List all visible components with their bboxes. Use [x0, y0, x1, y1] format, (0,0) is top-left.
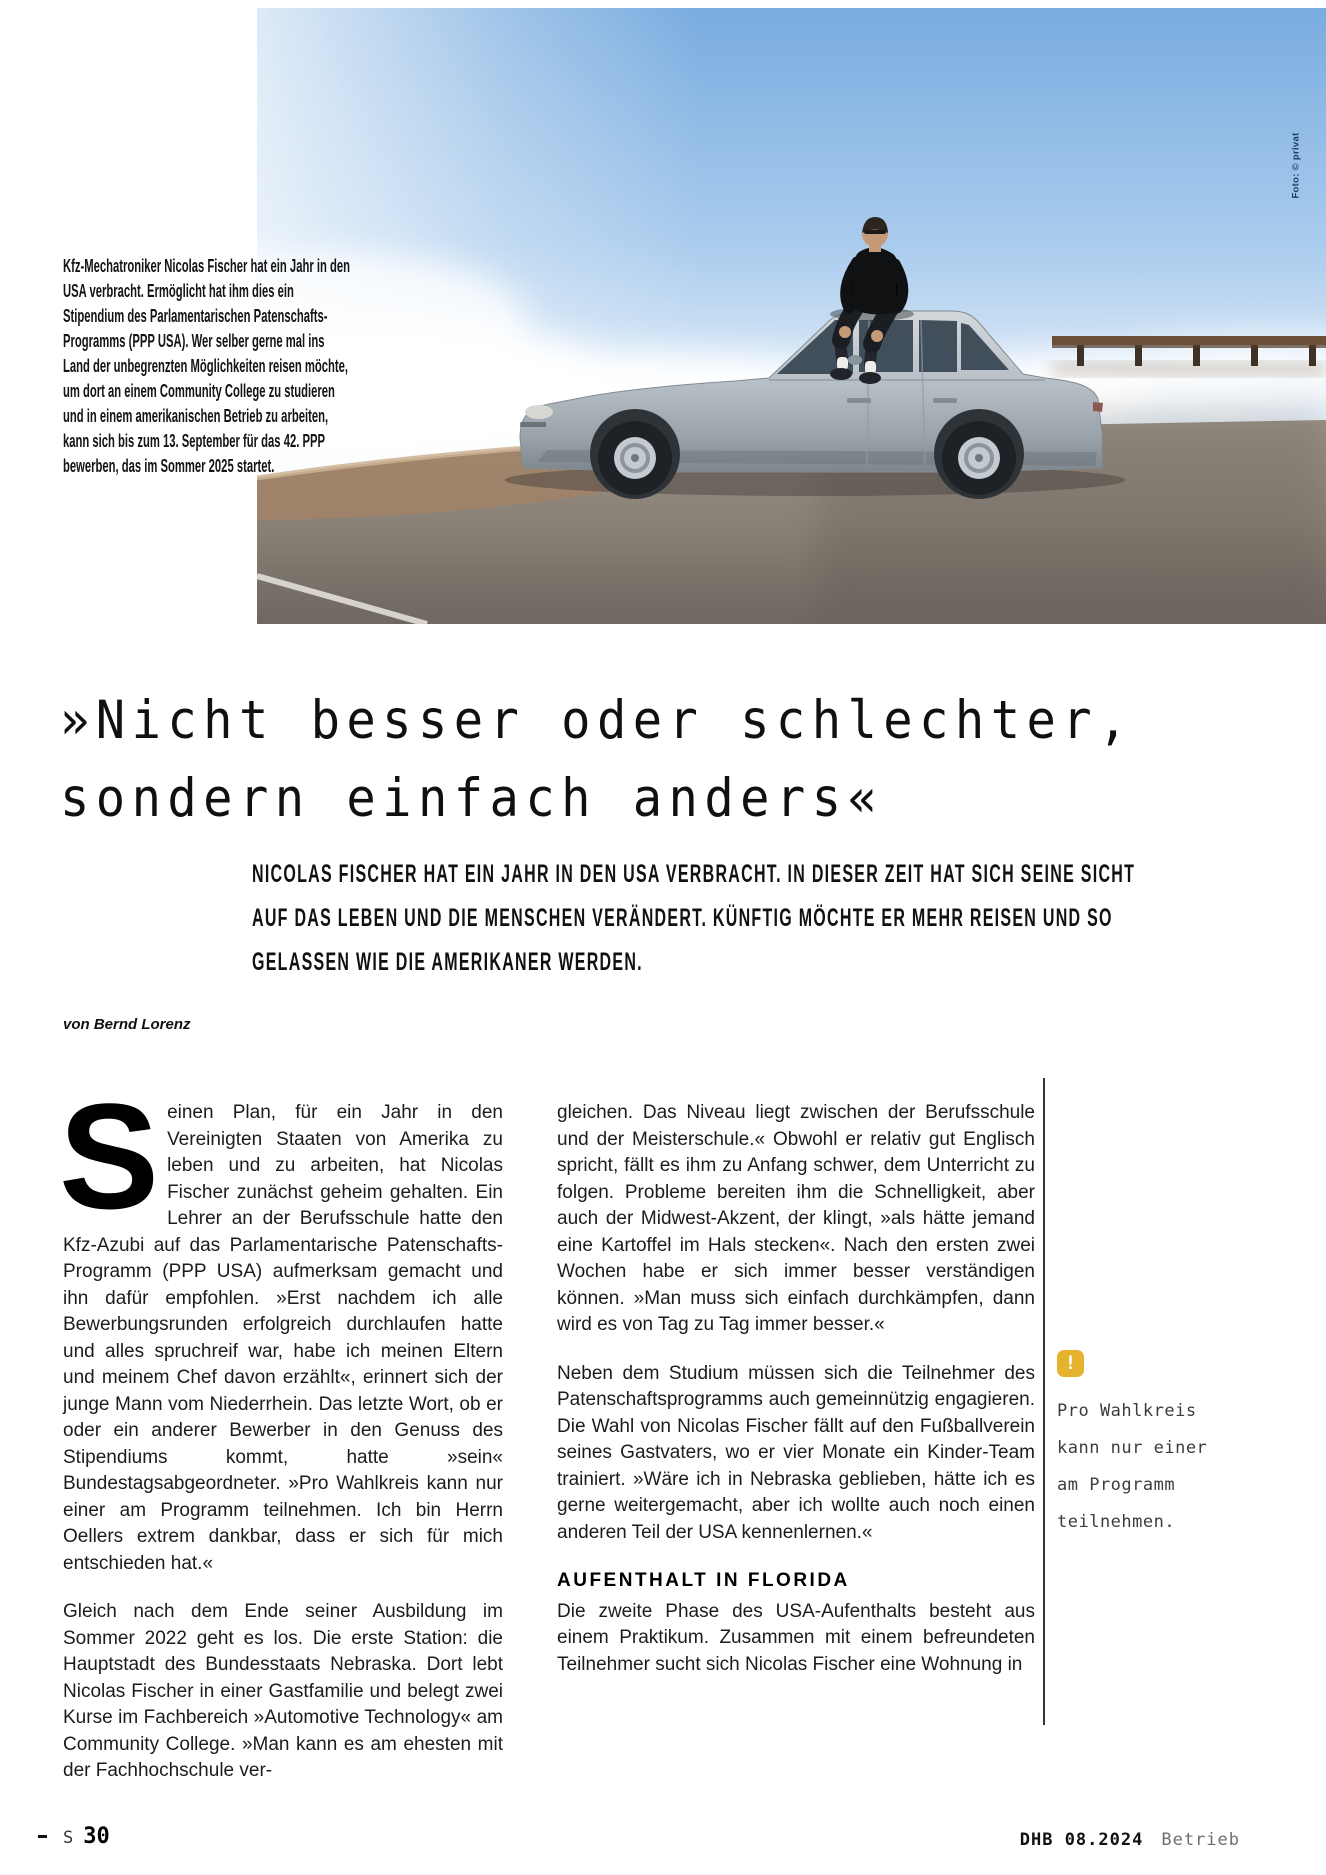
paragraph: Neben dem Studium müssen sich die Teilnehmer des Patenschaftsprogramms auch gemeinnützig engagieren. Die Wahl von Nicolas Fischer fällt auf den Fußballverein seines Gastvaters, wo er vier Monate ein Kinder-Team trainiert. »Wäre ich in Nebraska geblieben, hätte ich es gerne weitergemacht, aber ich wollte auch noch einen anderen Teil der USA kennenlernen.«	[557, 1362, 1035, 1543]
exclamation-icon	[1057, 1350, 1084, 1377]
byline: von Bernd Lorenz	[63, 1016, 191, 1033]
page-number: 30	[83, 1824, 110, 1849]
page-prefix: S	[63, 1828, 75, 1848]
body-column-2	[557, 1100, 1035, 1700]
section-subhead: AUFENTHALT IN FLORIDA	[557, 1570, 850, 1591]
hero-photo-illustration	[257, 8, 1326, 624]
margin-note-text: Pro Wahlkreis kann nur einer am Programm teilnehmen.	[1057, 1401, 1208, 1532]
margin-note	[1057, 1350, 1237, 1541]
paragraph: Die zweite Phase des USA-Aufenthalts besteht aus einem Praktikum. Zusammen mit einem befreundeten Teilnehmer sucht sich Nicolas Fischer eine Wohnung in	[557, 1600, 1035, 1675]
photo-caption: Kfz-Mechatroniker Nicolas Fischer hat ein Jahr in den USA verbracht. Ermöglicht hat ihm dies ein Stipendium des Parlamentarischen Patenschafts-Programms (PPP USA). Wer selber gerne mal ins Land der unbegrenzten Möglichkeiten reisen möchte, um dort an einem Community College zu studieren und in einem amerikanischen Betrieb zu arbeiten, kann sich bis zum 13. September für das 42. PPP bewerben, das im Sommer 2025 startet.	[63, 256, 350, 476]
dropcap: S	[59, 1072, 154, 1240]
photo-credit: Foto: © privat	[1290, 132, 1302, 199]
headline-line-1: »Nicht besser oder schlechter,	[60, 690, 1134, 751]
body-column-1	[59, 1072, 503, 1807]
paragraph: Gleich nach dem Ende seiner Ausbildung im Sommer 2022 geht es los. Die erste Station: die Hauptstadt des Bundesstaats Nebraska. Dort lebt Nicolas Fischer in einer Gastfamilie und belegt zwei Kurse im Fachbereich »Automotive Technology« am Community College. »Man kann es am ehesten mit der Fachhochschule ver-	[63, 1601, 503, 1781]
section-label: Betrieb	[1161, 1830, 1240, 1850]
footer-tick-mark	[38, 1835, 47, 1838]
column-rule	[1043, 1078, 1045, 1725]
footer-page-number	[38, 1824, 110, 1849]
paragraph: gleichen. Das Niveau liegt zwischen der Berufsschule und der Meisterschule.« Obwohl er relativ gut Englisch spricht, fällt es ihm zu Anfang schwer, dem Unterricht zu folgen. Probleme bereiten ihm die Schnelligkeit, aber auch der Midwest-Akzent, der klingt, »als hätte jemand eine Kartoffel im Hals stecken«. Nach den ersten zwei Wochen habe er sich immer besser verständigen können. »Man muss sich einfach durchkämpfen, dann wird es von Tag zu Tag immer besser.«	[557, 1102, 1035, 1335]
issue-label: DHB 08.2024	[1019, 1830, 1144, 1850]
headline	[60, 682, 1210, 838]
exclamation-glyph: !	[1064, 1352, 1077, 1374]
standfirst: NICOLAS FISCHER HAT EIN JAHR IN DEN USA VERBRACHT. IN DIESER ZEIT HAT SICH SEINE SICHT AUF DAS LEBEN UND DIE MENSCHEN VERÄNDERT. KÜNFTIG MÖCHTE ER MEHR REISEN UND SO GELASSEN WIE DIE AMERIKANER WERDEN.	[252, 860, 1136, 976]
hero-photo	[257, 8, 1326, 624]
paragraph	[59, 1072, 503, 1577]
footer-issue-info	[1020, 1830, 1240, 1850]
headline-line-2: sondern einfach anders«	[60, 768, 884, 829]
paragraph-text: einen Plan, für ein Jahr in den Vereinigten Staaten von Amerika zu leben und zu arbeiten, hat Nicolas Fischer zunächst geheim gehalten. Ein Lehrer an der Berufsschule hatte den Kfz-Azubi auf das Parlamentarische Patenschafts-Programm (PPP USA) aufmerksam gemacht und ihn dafür empfohlen. »Erst nachdem ich alle Bewerbungsrunden erfolgreich durchlaufen hatte und alles spruchreif war, habe ich meinen Eltern und meinem Chef davon erzählt«, erinnert sich der junge Mann vom Niederrhein. Das letzte Wort, ob er oder ein anderer Bewerber in den Genuss des Stipendiums kommt, hatte »sein« Bundestagsabgeordneter. »Pro Wahlkreis kann nur einer am Programm teilnehmen. Ich bin Herrn Oellers extrem dankbar, dass er sich für mich entschieden hat.«	[63, 1102, 503, 1574]
